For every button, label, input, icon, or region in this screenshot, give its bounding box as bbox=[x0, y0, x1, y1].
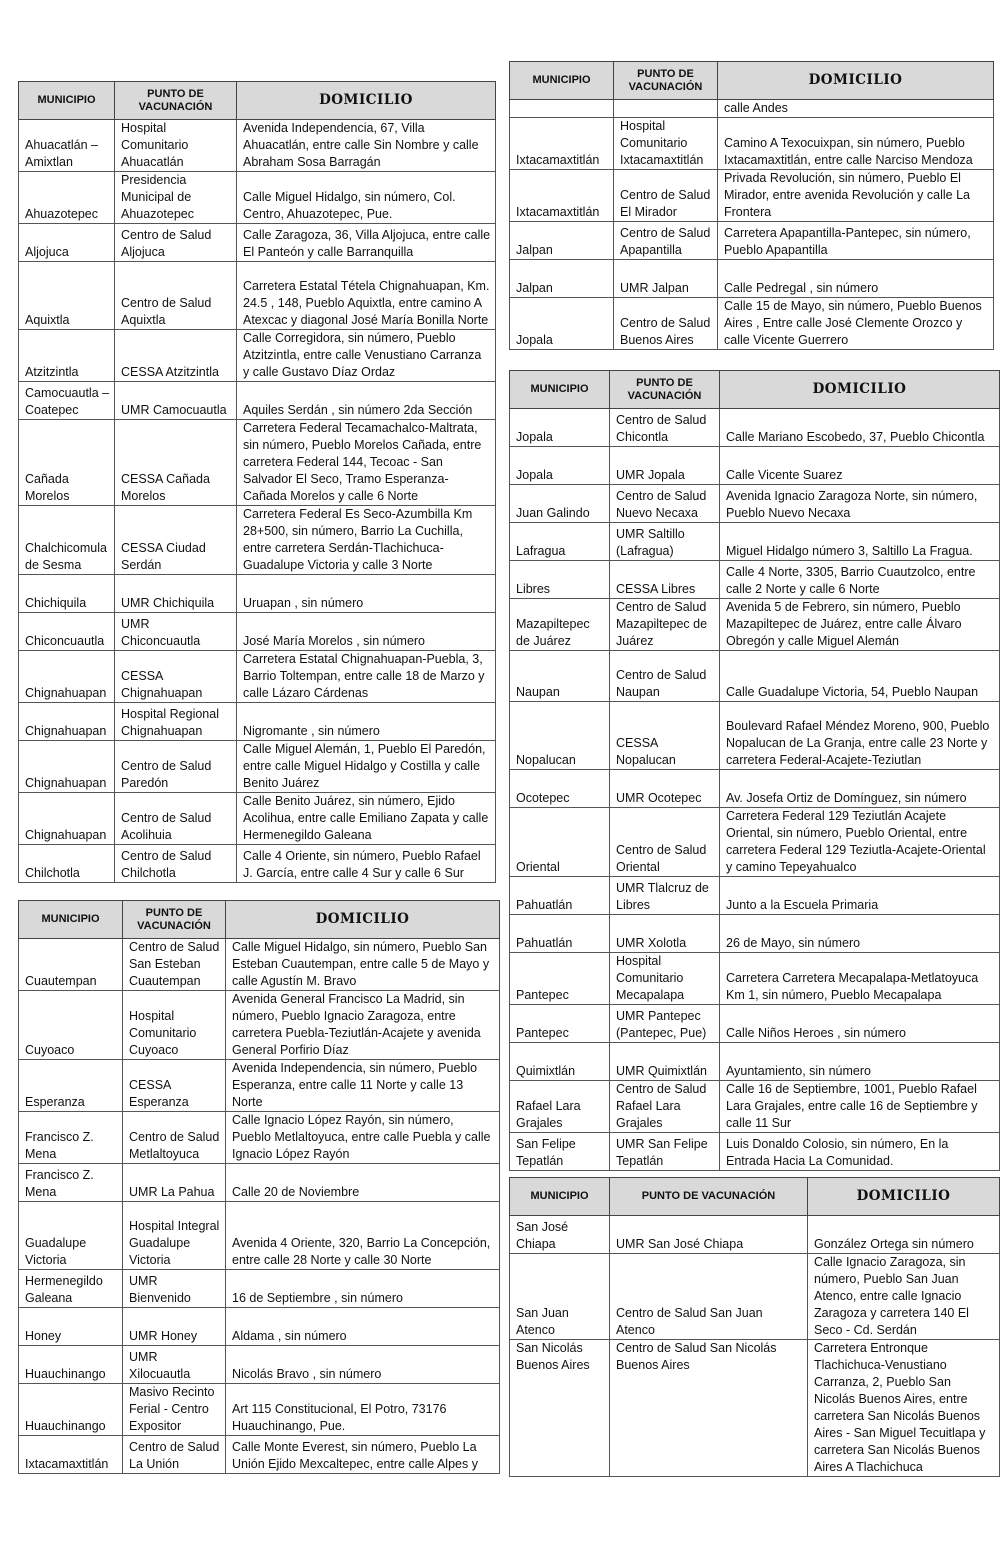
municipio-cell: Francisco Z. Mena bbox=[19, 1164, 123, 1202]
table-row bbox=[19, 703, 496, 741]
municipio-cell: Francisco Z. Mena bbox=[19, 1112, 123, 1164]
table-row bbox=[510, 100, 994, 118]
table-row bbox=[19, 172, 496, 224]
table-row bbox=[510, 651, 1000, 702]
municipio-cell: Ixtacamaxtitlán bbox=[19, 1436, 123, 1474]
header-domicilio: DOMICILIO bbox=[237, 82, 496, 120]
punto-cell: UMR Chichiquila bbox=[115, 575, 237, 613]
table-row bbox=[510, 1133, 1000, 1171]
table-row bbox=[19, 651, 496, 703]
domicilio-cell: Miguel Hidalgo número 3, Saltillo La Fragua. bbox=[720, 523, 1000, 561]
table-row bbox=[510, 770, 1000, 808]
punto-cell: UMR Pantepec (Pantepec, Pue) bbox=[610, 1005, 720, 1043]
table-row bbox=[510, 1254, 1000, 1340]
municipio-cell: Honey bbox=[19, 1308, 123, 1346]
domicilio-cell: Avenida Ignacio Zaragoza Norte, sin número, Pueblo Nuevo Necaxa bbox=[720, 485, 1000, 523]
table-row bbox=[19, 1308, 500, 1346]
header-punto: PUNTO DE VACUNACIÓN bbox=[123, 901, 226, 939]
domicilio-cell: 26 de Mayo, sin número bbox=[720, 915, 1000, 953]
domicilio-cell: Calle 20 de Noviembre bbox=[226, 1164, 500, 1202]
domicilio-cell: Calle Guadalupe Victoria, 54, Pueblo Naupan bbox=[720, 651, 1000, 702]
municipio-cell: Aquixtla bbox=[19, 262, 115, 330]
table-row bbox=[19, 382, 496, 420]
domicilio-cell: Calle 4 Oriente, sin número, Pueblo Rafael J. García, entre calle 4 Sur y calle 6 Sur bbox=[237, 845, 496, 883]
table-row bbox=[19, 793, 496, 845]
punto-cell: Centro de Salud Buenos Aires bbox=[614, 298, 718, 350]
table-row bbox=[19, 420, 496, 506]
punto-cell: UMR Tlalcruz de Libres bbox=[610, 877, 720, 915]
municipio-cell: Chilchotla bbox=[19, 845, 115, 883]
municipio-cell: Jopala bbox=[510, 298, 614, 350]
punto-cell: Hospital Comunitario Mecapalapa bbox=[610, 953, 720, 1005]
municipio-cell: Esperanza bbox=[19, 1060, 123, 1112]
table-row bbox=[510, 561, 1000, 599]
domicilio-cell: Carretera Federal 129 Teziutlán Acajete Oriental, sin número, Pueblo Oriental, entre carretera Federal 129 Teziutla-Acajete-Oriental y camino Tepeyahualco bbox=[720, 808, 1000, 877]
header-municipio: MUNICIPIO bbox=[19, 901, 123, 939]
table-row bbox=[19, 939, 500, 991]
punto-cell: Centro de Salud San Juan Atenco bbox=[610, 1254, 808, 1340]
punto-cell: CESSA Libres bbox=[610, 561, 720, 599]
domicilio-cell: Art 115 Constitucional, El Potro, 73176 Huauchinango, Pue. bbox=[226, 1384, 500, 1436]
punto-cell: Presidencia Municipal de Ahuazotepec bbox=[115, 172, 237, 224]
municipio-cell: Libres bbox=[510, 561, 610, 599]
vaccination-table-3 bbox=[509, 61, 994, 350]
punto-cell: Centro de Salud Paredón bbox=[115, 741, 237, 793]
domicilio-cell: Calle 16 de Septiembre, 1001, Pueblo Rafael Lara Grajales, entre calle 16 de Septiembre y calle 11 Sur bbox=[720, 1081, 1000, 1133]
table-row bbox=[510, 808, 1000, 877]
punto-cell: UMR Bienvenido bbox=[123, 1270, 226, 1308]
table-row bbox=[510, 1005, 1000, 1043]
table-row bbox=[19, 613, 496, 651]
header-punto: PUNTO DE VACUNACIÓN bbox=[610, 1178, 808, 1216]
punto-cell: UMR Jalpan bbox=[614, 260, 718, 298]
domicilio-cell: Carretera Federal Tecamachalco-Maltrata, sin número, Pueblo Morelos Cañada, entre carretera Federal 144, Tecoac - San Salvador El Seco, Tramo Esperanza-Cañada Morelos y calle 6 Norte bbox=[237, 420, 496, 506]
table-row bbox=[510, 260, 994, 298]
municipio-cell: Chignahuapan bbox=[19, 703, 115, 741]
punto-cell: UMR Camocuautla bbox=[115, 382, 237, 420]
table-row bbox=[19, 575, 496, 613]
table-row bbox=[510, 953, 1000, 1005]
municipio-cell: Oriental bbox=[510, 808, 610, 877]
municipio-cell: San Nicolás Buenos Aires bbox=[510, 1340, 610, 1477]
table-row bbox=[510, 915, 1000, 953]
table-row bbox=[510, 1043, 1000, 1081]
municipio-cell: Jopala bbox=[510, 447, 610, 485]
punto-cell: Hospital Regional Chignahuapan bbox=[115, 703, 237, 741]
domicilio-cell: González Ortega sin número bbox=[808, 1216, 1000, 1254]
table-row bbox=[510, 1340, 1000, 1477]
table-row bbox=[510, 222, 994, 260]
header-municipio: MUNICIPIO bbox=[510, 371, 610, 409]
municipio-cell: Chignahuapan bbox=[19, 651, 115, 703]
punto-cell: UMR Xilocuautla bbox=[123, 1346, 226, 1384]
table-row bbox=[510, 118, 994, 170]
domicilio-cell: Carretera Carretera Mecapalapa-Metlatoyuca Km 1, sin número, Pueblo Mecapalapa bbox=[720, 953, 1000, 1005]
municipio-cell: Nopalucan bbox=[510, 702, 610, 770]
domicilio-cell: Uruapan , sin número bbox=[237, 575, 496, 613]
municipio-cell: Ahuacatlán – Amixtlan bbox=[19, 120, 115, 172]
domicilio-cell: Boulevard Rafael Méndez Moreno, 900, Pueblo Nopalucan de La Granja, entre calle 23 Norte y carretera Federal-Acajete-Teziutlan bbox=[720, 702, 1000, 770]
punto-cell: Centro de Salud Oriental bbox=[610, 808, 720, 877]
table-row bbox=[510, 298, 994, 350]
domicilio-cell: Calle 15 de Mayo, sin número, Pueblo Buenos Aires , Entre calle José Clemente Orozco y calle Vicente Guerrero bbox=[718, 298, 994, 350]
punto-cell: Centro de Salud Rafael Lara Grajales bbox=[610, 1081, 720, 1133]
municipio-cell: Hermenegildo Galeana bbox=[19, 1270, 123, 1308]
table-row bbox=[19, 1112, 500, 1164]
table-row bbox=[510, 1081, 1000, 1133]
municipio-cell: Jalpan bbox=[510, 260, 614, 298]
municipio-cell: Cuyoaco bbox=[19, 991, 123, 1060]
domicilio-cell: Ayuntamiento, sin número bbox=[720, 1043, 1000, 1081]
table-row bbox=[19, 991, 500, 1060]
table-row bbox=[510, 485, 1000, 523]
table-row bbox=[19, 1436, 500, 1474]
domicilio-cell: calle Andes bbox=[718, 100, 994, 118]
punto-cell: CESSA Cañada Morelos bbox=[115, 420, 237, 506]
domicilio-cell: Privada Revolución, sin número, Pueblo El Mirador, entre avenida Revolución y calle La Frontera bbox=[718, 170, 994, 222]
punto-cell: Centro de Salud Nuevo Necaxa bbox=[610, 485, 720, 523]
table-row bbox=[19, 845, 496, 883]
municipio-cell: Ahuazotepec bbox=[19, 172, 115, 224]
municipio-cell: Pahuatlán bbox=[510, 915, 610, 953]
domicilio-cell: Aquiles Serdán , sin número 2da Sección bbox=[237, 382, 496, 420]
header-punto: PUNTO DE VACUNACIÓN bbox=[115, 82, 237, 120]
domicilio-cell: Carretera Apapantilla-Pantepec, sin número, Pueblo Apapantilla bbox=[718, 222, 994, 260]
domicilio-cell: Nigromante , sin número bbox=[237, 703, 496, 741]
table-row bbox=[19, 1202, 500, 1270]
punto-cell bbox=[614, 100, 718, 118]
municipio-cell: Ixtacamaxtitlán bbox=[510, 170, 614, 222]
domicilio-cell: Calle Corregidora, sin número, Pueblo Atzitzintla, entre calle Venustiano Carranza y calle Gustavo Díaz Ordaz bbox=[237, 330, 496, 382]
table-row bbox=[19, 330, 496, 382]
table-row bbox=[510, 409, 1000, 447]
punto-cell: Centro de Salud Metlaltoyuca bbox=[123, 1112, 226, 1164]
header-domicilio: DOMICILIO bbox=[226, 901, 500, 939]
punto-cell: Centro de Salud Naupan bbox=[610, 651, 720, 702]
domicilio-cell: José María Morelos , sin número bbox=[237, 613, 496, 651]
header-municipio: MUNICIPIO bbox=[19, 82, 115, 120]
domicilio-cell: Calle Ignacio López Rayón, sin número, Pueblo Metlaltoyuca, entre calle Puebla y calle Ignacio López Rayón bbox=[226, 1112, 500, 1164]
municipio-cell: Jopala bbox=[510, 409, 610, 447]
punto-cell: CESSA Chignahuapan bbox=[115, 651, 237, 703]
punto-cell: Centro de Salud San Esteban Cuautempan bbox=[123, 939, 226, 991]
domicilio-cell: Calle Niños Heroes , sin número bbox=[720, 1005, 1000, 1043]
municipio-cell: San José Chiapa bbox=[510, 1216, 610, 1254]
punto-cell: Centro de Salud La Unión bbox=[123, 1436, 226, 1474]
punto-cell: UMR Xolotla bbox=[610, 915, 720, 953]
punto-cell: Centro de Salud Aljojuca bbox=[115, 224, 237, 262]
vaccination-table-5 bbox=[509, 1177, 1000, 1477]
municipio-cell bbox=[510, 100, 614, 118]
municipio-cell: Chiconcuautla bbox=[19, 613, 115, 651]
punto-cell: Hospital Comunitario Ixtacamaxtitlán bbox=[614, 118, 718, 170]
header-punto: PUNTO DE VACUNACIÓN bbox=[610, 371, 720, 409]
punto-cell: Hospital Comunitario Cuyoaco bbox=[123, 991, 226, 1060]
table-row bbox=[510, 702, 1000, 770]
domicilio-cell: Junto a la Escuela Primaria bbox=[720, 877, 1000, 915]
domicilio-cell: Calle Pedregal , sin número bbox=[718, 260, 994, 298]
punto-cell: Centro de Salud Chilchotla bbox=[115, 845, 237, 883]
municipio-cell: Rafael Lara Grajales bbox=[510, 1081, 610, 1133]
domicilio-cell: 16 de Septiembre , sin número bbox=[226, 1270, 500, 1308]
domicilio-cell: Calle Miguel Hidalgo, sin número, Col. Centro, Ahuazotepec, Pue. bbox=[237, 172, 496, 224]
municipio-cell: Guadalupe Victoria bbox=[19, 1202, 123, 1270]
table-row bbox=[510, 877, 1000, 915]
punto-cell: Hospital Comunitario Ahuacatlán bbox=[115, 120, 237, 172]
punto-cell: Masivo Recinto Ferial - Centro Expositor bbox=[123, 1384, 226, 1436]
municipio-cell: Chalchicomula de Sesma bbox=[19, 506, 115, 575]
domicilio-cell: Calle Ignacio Zaragoza, sin número, Pueblo San Juan Atenco, entre calle Ignacio Zaragoza y carretera 140 El Seco - Cd. Serdán bbox=[808, 1254, 1000, 1340]
table-row bbox=[510, 447, 1000, 485]
domicilio-cell: Av. Josefa Ortiz de Domínguez, sin número bbox=[720, 770, 1000, 808]
punto-cell: Centro de Salud Aquixtla bbox=[115, 262, 237, 330]
punto-cell: UMR Chiconcuautla bbox=[115, 613, 237, 651]
municipio-cell: Cañada Morelos bbox=[19, 420, 115, 506]
domicilio-cell: Calle Monte Everest, sin número, Pueblo La Unión Ejido Mexcaltepec, entre calle Alpes y bbox=[226, 1436, 500, 1474]
municipio-cell: Ixtacamaxtitlán bbox=[510, 118, 614, 170]
table-row bbox=[19, 1164, 500, 1202]
domicilio-cell: Nicolás Bravo , sin número bbox=[226, 1346, 500, 1384]
table-row bbox=[19, 506, 496, 575]
domicilio-cell: Avenida Independencia, sin número, Pueblo Esperanza, entre calle 11 Norte y calle 13 Norte bbox=[226, 1060, 500, 1112]
domicilio-cell: Avenida 5 de Febrero, sin número, Pueblo Mazapiltepec de Juárez, entre calle Álvaro Obregón y calle Miguel Alemán bbox=[720, 599, 1000, 651]
punto-cell: Centro de Salud Chicontla bbox=[610, 409, 720, 447]
punto-cell: CESSA Atzitzintla bbox=[115, 330, 237, 382]
table-row bbox=[19, 741, 496, 793]
municipio-cell: San Felipe Tepatlán bbox=[510, 1133, 610, 1171]
domicilio-cell: Calle Benito Juárez, sin número, Ejido Acolihua, entre calle Emiliano Zapata y calle Hermenegildo Galeana bbox=[237, 793, 496, 845]
punto-cell: Centro de Salud Apapantilla bbox=[614, 222, 718, 260]
municipio-cell: Huauchinango bbox=[19, 1384, 123, 1436]
vaccination-table-2 bbox=[18, 900, 500, 1474]
punto-cell: Centro de Salud Acolihuia bbox=[115, 793, 237, 845]
domicilio-cell: Avenida 4 Oriente, 320, Barrio La Concepción, entre calle 28 Norte y calle 30 Norte bbox=[226, 1202, 500, 1270]
domicilio-cell: Luis Donaldo Colosio, sin número, En la Entrada Hacia La Comunidad. bbox=[720, 1133, 1000, 1171]
municipio-cell: Camocuautla – Coatepec bbox=[19, 382, 115, 420]
table-row bbox=[510, 170, 994, 222]
municipio-cell: Naupan bbox=[510, 651, 610, 702]
domicilio-cell: Calle Zaragoza, 36, Villa Aljojuca, entre calle El Panteón y calle Barranquilla bbox=[237, 224, 496, 262]
punto-cell: UMR Saltillo (Lafragua) bbox=[610, 523, 720, 561]
municipio-cell: Mazapiltepec de Juárez bbox=[510, 599, 610, 651]
domicilio-cell: Calle Miguel Hidalgo, sin número, Pueblo San Esteban Cuautempan, entre calle 5 de Mayo y calle Agustín M. Bravo bbox=[226, 939, 500, 991]
table-row bbox=[19, 1384, 500, 1436]
punto-cell: UMR San Felipe Tepatlán bbox=[610, 1133, 720, 1171]
table-row bbox=[19, 120, 496, 172]
municipio-cell: Quimixtlán bbox=[510, 1043, 610, 1081]
domicilio-cell: Calle Vicente Suarez bbox=[720, 447, 1000, 485]
table-row bbox=[19, 1270, 500, 1308]
domicilio-cell: Carretera Estatal Chignahuapan-Puebla, 3, Barrio Toltempan, entre calle 18 de Marzo y calle Lázaro Cárdenas bbox=[237, 651, 496, 703]
vaccination-table-1 bbox=[18, 81, 496, 883]
domicilio-cell: Carretera Federal Es Seco-Azumbilla Km 28+500, sin número, Barrio La Cuchilla, entre carretera Serdán-Tlachichuca-Guadalupe Victoria y calle 3 Norte bbox=[237, 506, 496, 575]
municipio-cell: Pahuatlán bbox=[510, 877, 610, 915]
punto-cell: Centro de Salud Mazapiltepec de Juárez bbox=[610, 599, 720, 651]
header-domicilio: DOMICILIO bbox=[808, 1178, 1000, 1216]
table-row bbox=[19, 262, 496, 330]
municipio-cell: Lafragua bbox=[510, 523, 610, 561]
table-row bbox=[19, 1060, 500, 1112]
municipio-cell: Ocotepec bbox=[510, 770, 610, 808]
header-municipio: MUNICIPIO bbox=[510, 62, 614, 100]
table-row bbox=[19, 224, 496, 262]
vaccination-table-4 bbox=[509, 370, 1000, 1171]
punto-cell: CESSA Ciudad Serdán bbox=[115, 506, 237, 575]
municipio-cell: Pantepec bbox=[510, 1005, 610, 1043]
table-row bbox=[19, 1346, 500, 1384]
municipio-cell: Atzitzintla bbox=[19, 330, 115, 382]
table-row bbox=[510, 599, 1000, 651]
domicilio-cell: Calle 4 Norte, 3305, Barrio Cuautzolco, entre calle 2 Norte y calle 6 Norte bbox=[720, 561, 1000, 599]
punto-cell: UMR La Pahua bbox=[123, 1164, 226, 1202]
punto-cell: Centro de Salud El Mirador bbox=[614, 170, 718, 222]
table-row bbox=[510, 1216, 1000, 1254]
punto-cell: UMR Jopala bbox=[610, 447, 720, 485]
municipio-cell: Juan Galindo bbox=[510, 485, 610, 523]
municipio-cell: Chignahuapan bbox=[19, 793, 115, 845]
municipio-cell: San Juan Atenco bbox=[510, 1254, 610, 1340]
domicilio-cell: Avenida General Francisco La Madrid, sin número, Pueblo Ignacio Zaragoza, entre carretera Puebla-Teziutlán-Acajete y avenida General Porfirio Díaz bbox=[226, 991, 500, 1060]
table-row bbox=[510, 523, 1000, 561]
punto-cell: CESSA Nopalucan bbox=[610, 702, 720, 770]
header-punto: PUNTO DE VACUNACIÓN bbox=[614, 62, 718, 100]
punto-cell: UMR Quimixtlán bbox=[610, 1043, 720, 1081]
punto-cell: UMR Honey bbox=[123, 1308, 226, 1346]
municipio-cell: Jalpan bbox=[510, 222, 614, 260]
domicilio-cell: Carretera Estatal Tétela Chignahuapan, Km. 24.5 , 148, Pueblo Aquixtla, entre camino A Atexcac y diagonal José María Bonilla Norte bbox=[237, 262, 496, 330]
header-domicilio: DOMICILIO bbox=[718, 62, 994, 100]
municipio-cell: Cuautempan bbox=[19, 939, 123, 991]
punto-cell: Hospital Integral Guadalupe Victoria bbox=[123, 1202, 226, 1270]
domicilio-cell: Carretera Entronque Tlachichuca-Venustiano Carranza, 2, Pueblo San Nicolás Buenos Aires, entre carretera San Nicolás Buenos Aires - San Miguel Tecuitlapa y carretera San Nicolás Buenos Aires A Tlachichuca bbox=[808, 1340, 1000, 1477]
domicilio-cell: Calle Mariano Escobedo, 37, Pueblo Chicontla bbox=[720, 409, 1000, 447]
punto-cell: Centro de Salud San Nicolás Buenos Aires bbox=[610, 1340, 808, 1477]
header-municipio: MUNICIPIO bbox=[510, 1178, 610, 1216]
domicilio-cell: Avenida Independencia, 67, Villa Ahuacatlán, entre calle Sin Nombre y calle Abraham Sosa Barragán bbox=[237, 120, 496, 172]
header-domicilio: DOMICILIO bbox=[720, 371, 1000, 409]
punto-cell: CESSA Esperanza bbox=[123, 1060, 226, 1112]
municipio-cell: Huauchinango bbox=[19, 1346, 123, 1384]
domicilio-cell: Camino A Texocuixpan, sin número, Pueblo Ixtacamaxtitlán, entre calle Narciso Mendoza bbox=[718, 118, 994, 170]
municipio-cell: Chignahuapan bbox=[19, 741, 115, 793]
punto-cell: UMR San José Chiapa bbox=[610, 1216, 808, 1254]
domicilio-cell: Aldama , sin número bbox=[226, 1308, 500, 1346]
punto-cell: UMR Ocotepec bbox=[610, 770, 720, 808]
municipio-cell: Pantepec bbox=[510, 953, 610, 1005]
municipio-cell: Aljojuca bbox=[19, 224, 115, 262]
domicilio-cell: Calle Miguel Alemán, 1, Pueblo El Paredón, entre calle Miguel Hidalgo y Costilla y calle Benito Juárez bbox=[237, 741, 496, 793]
municipio-cell: Chichiquila bbox=[19, 575, 115, 613]
